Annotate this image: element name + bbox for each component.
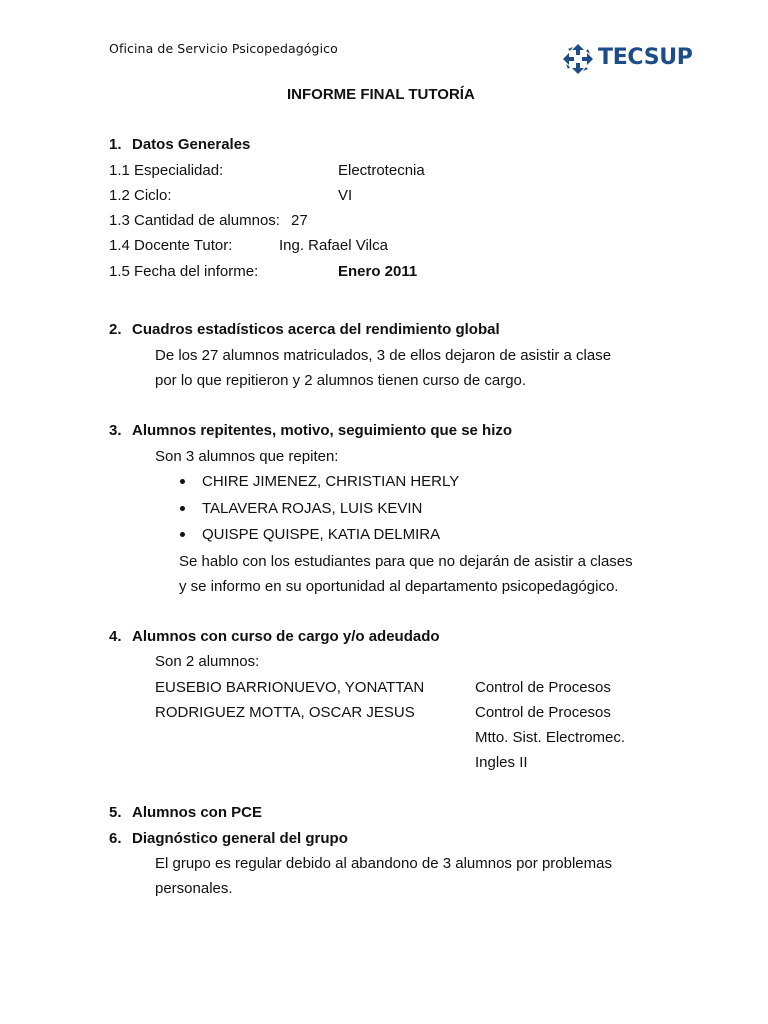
field-label-especialidad: 1.1 Especialidad: xyxy=(109,162,224,179)
field-label-cantidad: 1.3 Cantidad de alumnos: xyxy=(109,212,280,229)
list-item-student: EUSEBIO BARRIONUEVO, YONATTAN xyxy=(155,679,425,696)
list-item-course: Control de Procesos xyxy=(475,704,611,721)
section-title: Diagnóstico general del grupo xyxy=(132,830,348,847)
paragraph-line: y se informo en su oportunidad al departamento psicopedagógico. xyxy=(179,578,619,595)
field-label-docente: 1.4 Docente Tutor: xyxy=(109,237,233,254)
section-6-heading xyxy=(109,830,348,848)
list-item-student: CHIRE JIMENEZ, CHRISTIAN HERLY xyxy=(202,473,460,490)
section-number: 1. xyxy=(109,136,122,153)
paragraph-line: Se hablo con los estudiantes para que no dejarán de asistir a clases xyxy=(179,553,633,570)
list-item-course: Control de Procesos xyxy=(475,679,611,696)
tecsup-logo-text: TECSUP xyxy=(598,45,693,70)
section-1-heading xyxy=(109,136,250,154)
section-title: Alumnos repitentes, motivo, seguimiento que se hizo xyxy=(132,422,513,439)
section-title: Datos Generales xyxy=(132,136,251,153)
paragraph-line: El grupo es regular debido al abandono de 3 alumnos por problemas xyxy=(155,855,612,872)
repeaters-intro: Son 3 alumnos que repiten: xyxy=(155,448,339,465)
field-label-ciclo: 1.2 Ciclo: xyxy=(109,187,172,204)
section-title: Cuadros estadísticos acerca del rendimiento global xyxy=(132,321,500,338)
section-number: 6. xyxy=(109,830,122,847)
field-value-fecha: Enero 2011 xyxy=(338,263,418,280)
field-value-ciclo: VI xyxy=(338,187,353,204)
list-item-student: QUISPE QUISPE, KATIA DELMIRA xyxy=(202,526,441,543)
list-item-course: Mtto. Sist. Electromec. xyxy=(475,729,626,746)
paragraph-line: personales. xyxy=(155,880,233,897)
list-item-course: Ingles II xyxy=(475,754,528,771)
paragraph-line: por lo que repitieron y 2 alumnos tienen curso de cargo. xyxy=(155,372,527,389)
bullet-icon xyxy=(180,506,185,511)
section-4-heading xyxy=(109,628,440,646)
section-number: 5. xyxy=(109,804,122,821)
list-item-student: TALAVERA ROJAS, LUIS KEVIN xyxy=(202,500,423,517)
field-value-especialidad: Electrotecnia xyxy=(338,162,425,179)
field-value-cantidad: 27 xyxy=(291,212,308,229)
list-item-student: RODRIGUEZ MOTTA, OSCAR JESUS xyxy=(155,704,415,721)
report-title: INFORME FINAL TUTORÍA xyxy=(287,86,475,103)
tecsup-logo-icon xyxy=(561,42,595,76)
field-value-docente: Ing. Rafael Vilca xyxy=(279,237,388,254)
bullet-icon xyxy=(180,532,185,537)
office-name: Oficina de Servicio Psicopedagógico xyxy=(109,41,338,56)
section-5-heading xyxy=(109,804,262,822)
debtors-intro: Son 2 alumnos: xyxy=(155,653,260,670)
section-number: 4. xyxy=(109,628,122,645)
section-number: 3. xyxy=(109,422,122,439)
section-2-heading xyxy=(109,321,500,339)
section-3-heading xyxy=(109,422,512,440)
section-title: Alumnos con curso de cargo y/o adeudado xyxy=(132,628,440,645)
bullet-icon xyxy=(180,479,185,484)
paragraph-line: De los 27 alumnos matriculados, 3 de ellos dejaron de asistir a clase xyxy=(155,347,612,364)
tecsup-logo xyxy=(561,42,693,76)
section-number: 2. xyxy=(109,321,122,338)
section-title: Alumnos con PCE xyxy=(132,804,263,821)
field-label-fecha: 1.5 Fecha del informe: xyxy=(109,263,259,280)
